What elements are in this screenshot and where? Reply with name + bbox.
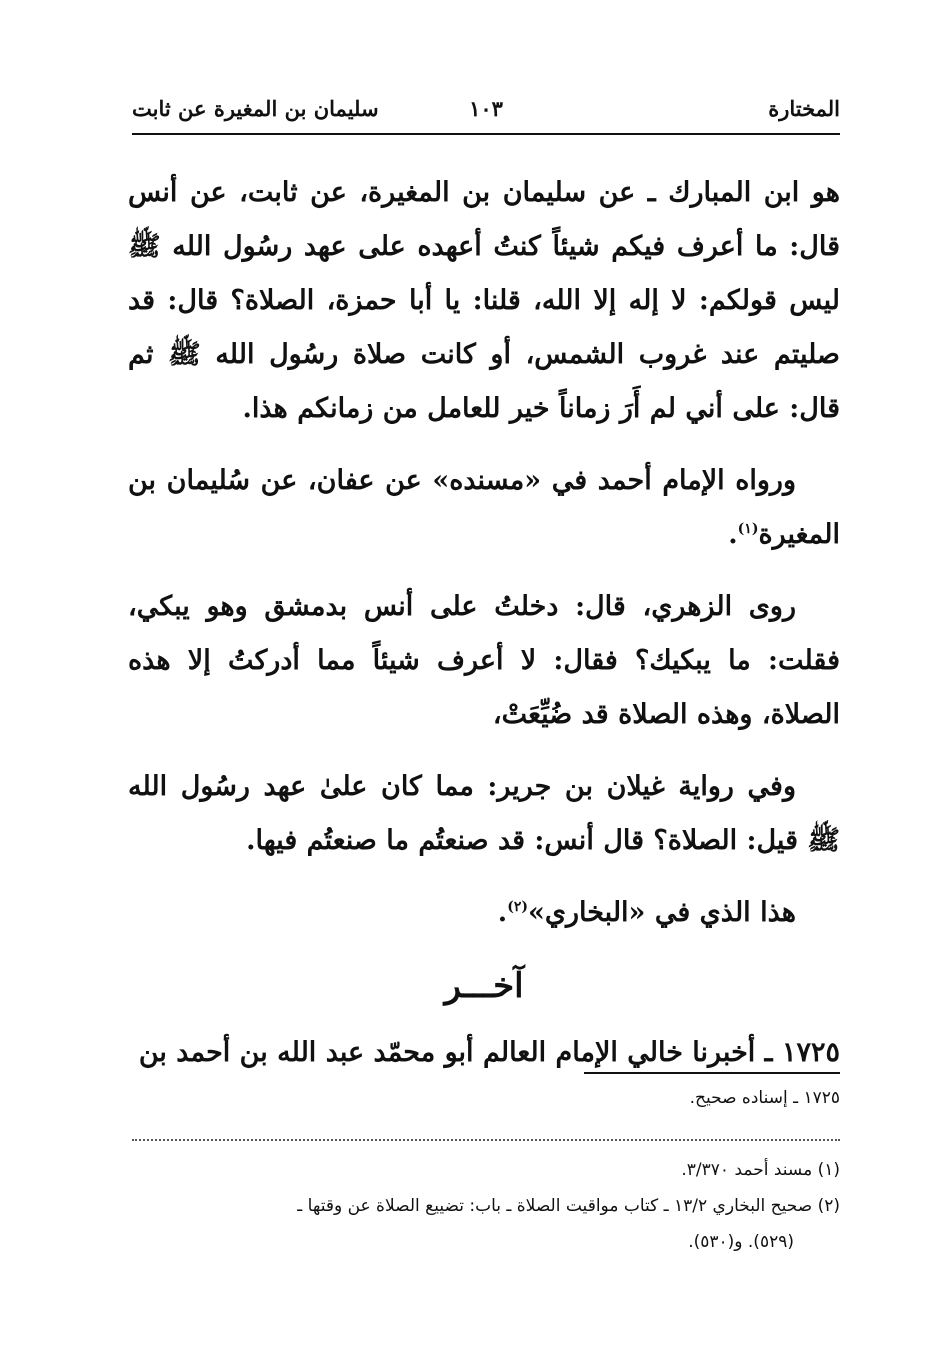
footnote-ref-2: (٢)	[507, 899, 528, 915]
paragraph-ahmad-narration	[128, 454, 840, 562]
header-divider	[132, 133, 840, 135]
paragraph-text: هذا الذي في «البخاري»	[527, 897, 796, 928]
footnote-2-continuation: (٥٢٩). و(٥٣٠).	[688, 1232, 794, 1252]
hadith-1725-start: ١٧٢٥ ـ أخبرنا خالي الإمام العالم أبو محمّد عبد الله بن أحمد بن	[138, 1037, 840, 1068]
paragraph-anas-narration: هو ابن المبارك ـ عن سليمان بن المغيرة، عن ثابت، عن أنس قال: ما أعرف فيكم شيئاً كنتُ أعهده على عهد رسُول الله ﷺ ليس قولكم: لا إله إلا الله، قلنا: يا أبا حمزة، الصلاة؟ قال: قد صليتم عند غروب الشمس، أو كانت صلاة رسُول الله ﷺ ثم قال: على أني لم أَرَ زماناً خير للعامل من زمانكم هذا.	[128, 177, 840, 424]
footnote-1: (١) مسند أحمد ٣/٣٧٠.	[681, 1160, 840, 1180]
running-header	[132, 96, 840, 130]
grading-text: ١٧٢٥ ـ إسناده صحيح.	[689, 1088, 840, 1108]
paragraph-text: ورواه الإمام أحمد في «مسنده» عن عفان، عن سُليمان بن المغيرة	[128, 465, 840, 550]
book-title: المختارة	[768, 96, 840, 121]
section-heading-text: آخـــر	[444, 966, 524, 1006]
footnote-ref-1: (١)	[737, 521, 759, 537]
main-text	[128, 166, 840, 1080]
paragraph-ghaylan-narration: وفي رواية غيلان بن جرير: مما كان علىٰ عهد رسُول الله ﷺ قيل: الصلاة؟ قال أنس: قد صنعتُم ما صنعتُم فيها.	[128, 771, 840, 856]
footnote-2: (٢) صحيح البخاري ١٣/٢ ـ كتاب مواقيت الصلاة ـ باب: تضييع الصلاة عن وقتها ـ	[297, 1196, 840, 1216]
paragraph-zuhri-narration: روى الزهري، قال: دخلتُ على أنس بدمشق وهو يبكي، فقلت: ما يبكيك؟ فقال: لا أعرف شيئاً مما أدركتُ إلا هذه الصلاة، وهذه الصلاة قد ضُيِّعَتْ،	[128, 591, 840, 730]
chapter-title: سليمان بن المغيرة عن ثابت	[132, 96, 379, 121]
grading-note	[132, 1080, 840, 1116]
footnote-divider	[584, 1072, 840, 1074]
section-heading	[128, 958, 840, 1014]
paragraph-bukhari-note	[128, 886, 840, 940]
footnote-dotted-divider	[132, 1139, 840, 1141]
paragraph-end: .	[728, 519, 738, 550]
footnotes	[132, 1152, 840, 1260]
paragraph-end: .	[497, 897, 508, 928]
page-number: ١٠٣	[469, 96, 503, 121]
